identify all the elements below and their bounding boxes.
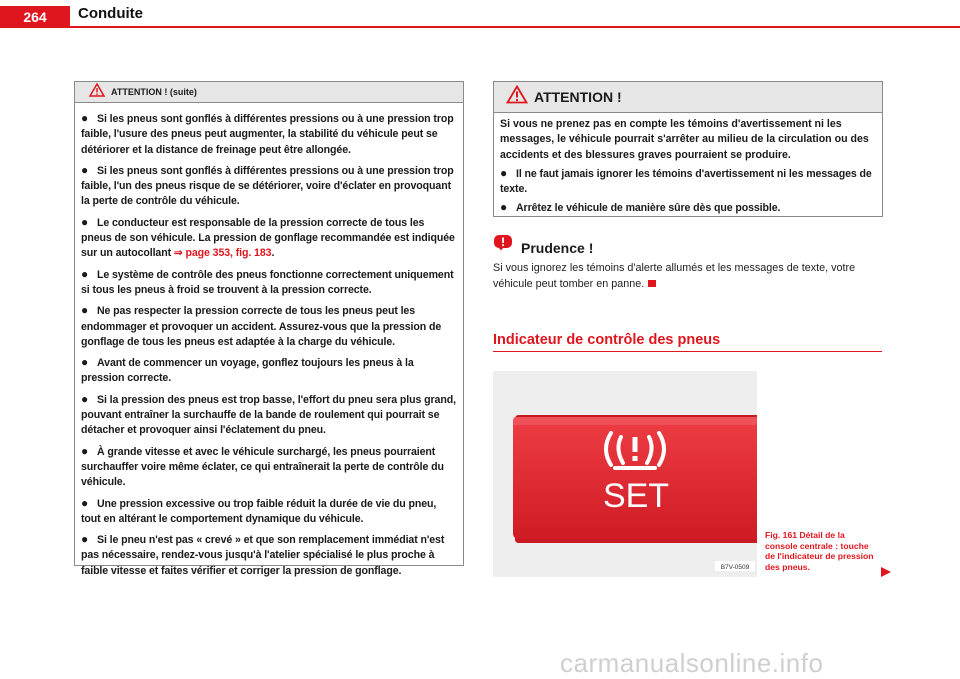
next-page-arrow-icon[interactable]: [880, 565, 892, 583]
warning-lead-text: Si vous ne prenez pas en compte les témoins d'avertissement ni les messages, le véhicule pourrait s'arrêter au milieu de la circulation ou des accidents et des blessures graves pourraient se produire.: [500, 118, 869, 161]
warning-bullet: ● Si les pneus sont gonflés à différentes pressions ou à une pression trop faible, l'usure des pneus peut augmenter, la stabilité du véhicule peut se détériorer et la distance de freinage peut être allongée.: [81, 111, 454, 156]
caution-icon: [493, 234, 513, 256]
warning-bullet: ● Ne pas respecter la pression correcte de tous les pneus peut les endommager et provoquer un accident. Assurez-vous que la pression de gonflage de tous les pneus est adaptée à la charge du véhicule.: [81, 303, 442, 348]
warning-bullet: ● Si les pneus sont gonflés à différentes pressions ou à une pression trop faible, l'un des pneus risque de se détériorer, voire d'éclater en provoquant la perte de contrôle du véhicule.: [81, 162, 454, 208]
set-button-label: SET: [602, 477, 670, 515]
figure-code: B7V-0509: [720, 564, 750, 571]
warning-box-header: [75, 82, 463, 103]
warning-bullet: ● Si le pneu n'est pas « crevé » et que son remplacement immédiat n'est pas nécessaire, rendez-vous jusqu'à l'atelier spécialisé le plus proche à faible vitesse et faites vérifier et corriger la pression de gonflage.: [81, 532, 445, 577]
warning-bullet: ● Le système de contrôle des pneus fonctionne correctement uniquement si tous les pneus à froid se trouvent à la pression correcte.: [81, 266, 454, 296]
end-of-section-icon: [648, 280, 656, 287]
warning-triangle-icon: [89, 83, 105, 102]
warning-box-title: ATTENTION !: [534, 89, 622, 105]
figure-caption: Fig. 161 Détail de la console centrale : touche de l'indicateur de pression des pneus.: [765, 530, 874, 572]
warning-bullet: ● Le conducteur est responsable de la pression correcte de tous les pneus de son véhicule. La pression de gonflage recommandée est indiquée sur un autocollant ⇒ page 353, fig. 183.: [81, 214, 455, 260]
warning-bullet: ● Avant de commencer un voyage, gonflez toujours les pneus à la pression correcte.: [81, 355, 414, 385]
caution-note: [493, 234, 883, 292]
page-reference-link[interactable]: ⇒ page 353, fig. 183: [173, 247, 272, 260]
warning-bullet: ● Une pression excessive ou trop faible réduit la durée de vie du pneu, tout en altérant le comportement dynamique du véhicule.: [81, 495, 437, 525]
warning-box: [493, 81, 883, 217]
caution-text: Si vous ignorez les témoins d'alerte allumés et les messages de texte, votre véhicule peut tomber en panne.: [493, 262, 856, 290]
warning-box-continued: [74, 81, 464, 577]
warning-triangle-icon: [506, 85, 528, 109]
watermark: carmanualsonline.info: [560, 648, 824, 678]
warning-box-header: [494, 82, 882, 113]
chapter-title: Conduite: [78, 5, 143, 22]
section-title: Indicateur de contrôle des pneus: [493, 332, 721, 348]
page-header: [0, 0, 960, 28]
warning-bullet: ● À grande vitesse et avec le véhicule surchargé, les pneus pourraient surchauffer voire même éclater, ce qui entraînerait la perte de contrôle du véhicule.: [81, 443, 444, 489]
warning-bullet: ● Arrêtez le véhicule de manière sûre dès que possible.: [500, 200, 781, 215]
header-rule: [70, 26, 960, 28]
section-rule: [493, 351, 882, 352]
warning-bullet: ● Il ne faut jamais ignorer les témoins d'avertissement ni les messages de texte.: [500, 165, 872, 196]
warning-bullet: ● Si la pression des pneus est trop basse, l'effort du pneu sera plus grand, pouvant entraîner la surchauffe de la bande de roulement qui pourrait se détacher et provoquer ainsi l'éclatement du pneu.: [81, 391, 456, 437]
caution-title: Prudence !: [521, 240, 594, 256]
warning-box-title: ATTENTION ! (suite): [111, 87, 197, 97]
figure-tpms-button: [493, 371, 757, 577]
page-number: 264: [0, 6, 70, 28]
